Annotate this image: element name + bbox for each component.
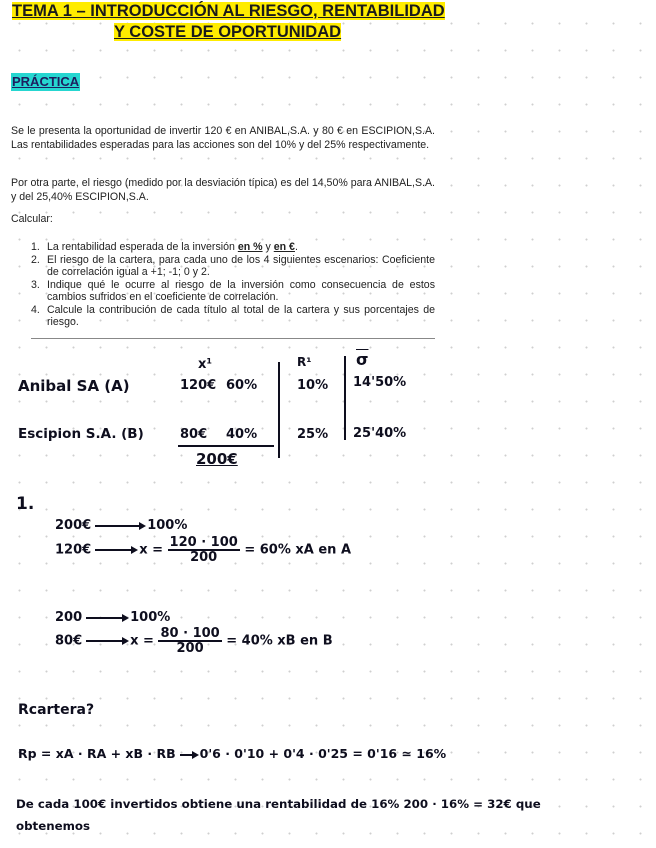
statement-paragraph-2: Por otra parte, el riesgo (medido por la desviación típica) es del 14,50% para ANIBAL,S.A. y del 25,40% ESCIPION,S.A. [11,177,435,203]
header-x: x¹ [198,357,213,372]
calc-a-line-2: 120€ x = $\frac{120 \cdot 100}{200}$ = 60% xA en A [55,535,352,565]
row-b-sigma: 25'40% [353,426,407,441]
calc-a-line-1: 200€ 100% [55,518,188,533]
table-divider-1 [278,362,280,458]
row-a-sigma: 14'50% [353,375,407,390]
task-item: 4. Calcule la contribución de cada título al total de la cartera y sus porcentajes de riesgo. [31,303,435,328]
title-line-2: Y COSTE DE OPORTUNIDAD [114,23,342,41]
task-list [31,241,435,329]
row-a-name: Anibal SA (A) [18,377,130,395]
calc-b-line-2: 80€ x = $\frac{80 \cdot 100}{200}$ = 40% xB en B [55,626,333,656]
header-r: R¹ [297,355,312,369]
section-heading: PRÁCTICA [12,74,80,89]
task-item: 1. La rentabilidad esperada de la inversión en % y en €. [31,241,298,253]
table-divider-2 [344,356,346,440]
row-b-r: 25% [297,427,329,442]
rp-formula-line: Rp = xA · RA + xB · RB 0'6 · 0'10 + 0'4 · 0'25 = 0'16 ≃ 16% [18,746,447,761]
conclusion-line-2: obtenemos [16,819,91,833]
title-line-1: TEMA 1 – INTRODUCCIÓN AL RIESGO, RENTABILIDAD [12,2,445,20]
row-a-pct: 60% [226,378,258,393]
separator-line [31,338,435,339]
row-b-name: Escipion S.A. (B) [18,426,144,442]
sum-line [178,445,274,447]
row-a-r: 10% [297,378,329,393]
total-amount: 200€ [196,450,238,468]
calc-b-line-1: 200 100% [55,610,171,625]
task-item: 3. Indique qué le ocurre al riesgo de la inversión como consecuencia de estos cambios sufridos en el coeficiente de correlación. [31,278,435,303]
header-sigma: $\overline{\sigma}$ [356,350,369,369]
row-b-pct: 40% [226,427,258,442]
rcartera-heading: Rcartera? [18,702,95,718]
row-b-amount: 80€ [180,427,208,442]
row-a-amount: 120€ [180,378,217,393]
task-item: 2. El riesgo de la cartera, para cada uno de los 4 siguientes escenarios: Coeficiente de correlación igual a +1; -1; 0 y 2. [31,253,435,278]
step-1-number: 1. [16,494,35,514]
conclusion-line-1: De cada 100€ invertidos obtiene una rentabilidad de 16% 200 · 16% = 32€ que [16,797,541,811]
statement-paragraph-3: Calcular: [11,213,53,225]
statement-paragraph-1: Se le presenta la oportunidad de invertir 120 € en ANIBAL,S.A. y 80 € en ESCIPION,S.A. Las rentabilidades esperadas para las acciones son del 10% y del 25% respectivamente. [11,125,435,151]
